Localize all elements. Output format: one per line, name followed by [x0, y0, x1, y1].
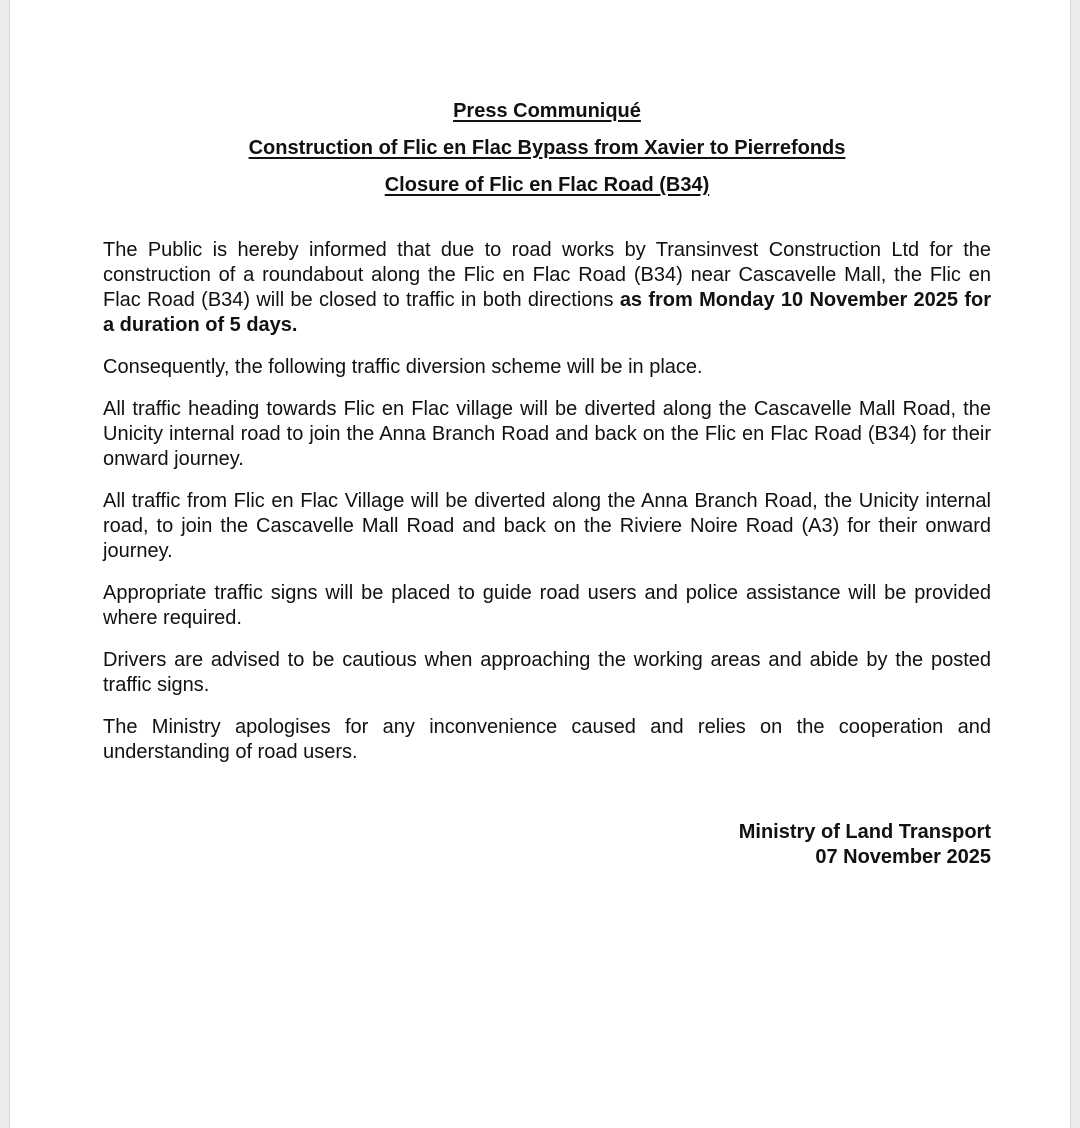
document-page — [10, 0, 1070, 1128]
paragraph-diversion-intro: Consequently, the following traffic diversion scheme will be in place. — [103, 356, 703, 378]
closure-notice-dates: as from Monday 10 November 2025 for a duration of 5 days. — [103, 289, 991, 336]
header-block — [103, 93, 991, 204]
paragraph-apology: The Ministry apologises for any inconvenience caused and relies on the cooperation and understanding of road users. — [103, 716, 991, 763]
paragraph-closure-notice — [103, 238, 991, 338]
paragraph-signage: Appropriate traffic signs will be placed to guide road users and police assistance will be provided where required. — [103, 582, 991, 629]
issuer-name: Ministry of Land Transport — [738, 821, 991, 843]
document-subject: Closure of Flic en Flac Road (B34) — [384, 174, 710, 196]
paragraph-driver-advice: Drivers are advised to be cautious when approaching the working areas and abide by the posted traffic signs. — [103, 649, 991, 696]
paragraph-diversion-outbound: All traffic from Flic en Flac Village will be diverted along the Anna Branch Road, the Unicity internal road, to join the Cascavelle Mall Road and back on the Riviere Noire Road (A3) for their onward journey. — [103, 490, 991, 562]
closure-notice-text: The Public is hereby informed that due to road works by Transinvest Construction Ltd for the construction of a roundabout along the Flic en Flac Road (B34) near Cascavelle Mall, the Flic en Flac Road (B34) will be closed to traffic in both directions — [103, 239, 991, 311]
document-subtitle: Construction of Flic en Flac Bypass from Xavier to Pierrefonds — [248, 137, 846, 159]
document-title: Press Communiqué — [453, 100, 641, 122]
paragraph-diversion-inbound: All traffic heading towards Flic en Flac village will be diverted along the Cascavelle Mall Road, the Unicity internal road to join the Anna Branch Road and back on the Flic en Flac Road (B34) for their onward journey. — [103, 398, 991, 470]
issue-date: 07 November 2025 — [815, 846, 991, 868]
signoff-block — [103, 820, 991, 870]
document-body — [103, 93, 991, 870]
